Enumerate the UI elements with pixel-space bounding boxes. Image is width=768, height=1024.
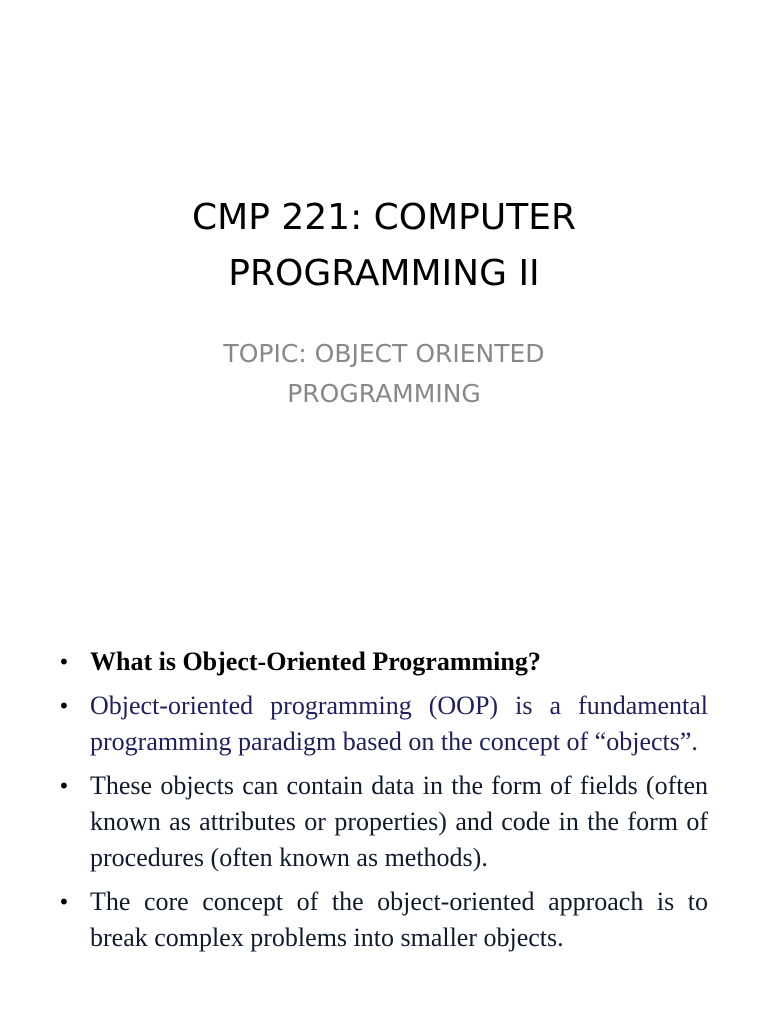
bullet-text: These objects can contain data in the form of fields (often known as attributes or properties) and code in the form of procedures (often known as methods). <box>90 771 708 872</box>
slide-title-line-1: CMP 221: COMPUTER <box>192 197 576 238</box>
bullet-item-definition <box>58 688 708 760</box>
slide-title <box>0 190 768 302</box>
bullet-item-question <box>58 644 708 680</box>
bullet-icon: • <box>58 774 70 798</box>
slide-title-line-2: PROGRAMMING II <box>228 253 540 294</box>
bullet-item-core-concept <box>58 884 708 956</box>
bullet-icon: • <box>58 694 70 718</box>
bullet-list <box>58 644 708 964</box>
slide-subtitle-line-2: PROGRAMMING <box>287 379 481 408</box>
slide-subtitle-line-1: TOPIC: OBJECT ORIENTED <box>223 339 545 368</box>
bullet-item-objects <box>58 768 708 876</box>
slide-subtitle <box>0 334 768 414</box>
bullet-icon: • <box>58 650 70 674</box>
bullet-text: What is Object-Oriented Programming? <box>90 647 541 676</box>
bullet-text: Object-oriented programming (OOP) is a fundamental programming paradigm based on the concept of “objects”. <box>90 691 708 756</box>
bullet-text: The core concept of the object-oriented approach is to break complex problems into smaller objects. <box>90 887 708 952</box>
content-slide <box>0 576 768 1024</box>
bullet-icon: • <box>58 890 70 914</box>
